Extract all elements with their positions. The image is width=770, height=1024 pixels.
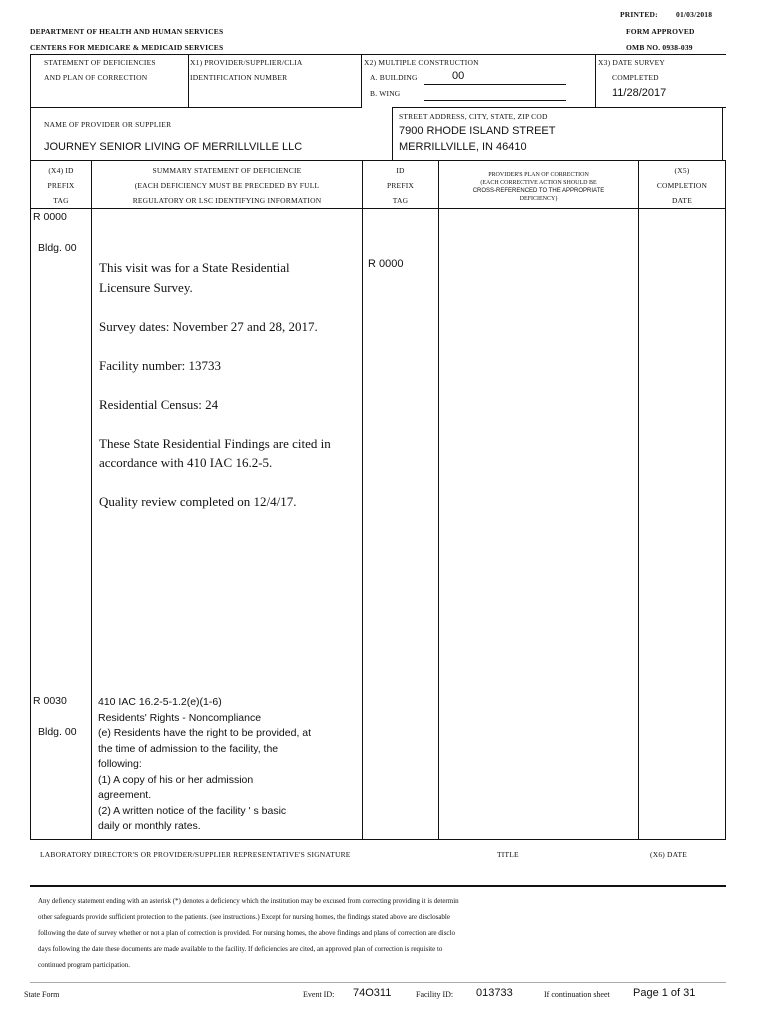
summary-line: the time of admission to the facility, the [98,742,279,755]
address-line-1: 7900 RHODE ISLAND STREET [399,125,556,137]
footnote-line: following the date of survey whether or not a plan of correction is provided. For nursing homes, the above findings and plans of correction are disclo [38,929,455,937]
building-tag-2: Bldg. 00 [38,726,77,738]
page-number: Page 1 of 31 [633,987,696,999]
provider-name-label: NAME OF PROVIDER OR SUPPLIER [44,120,172,129]
summary-line [99,473,359,493]
wing-label: B. WING [370,89,401,98]
summary-subheader-2: REGULATORY OR LSC IDENTIFYING INFORMATION [132,196,322,205]
printed-label: PRINTED: [620,10,658,19]
facility-id-value: 013733 [476,987,513,999]
identification-label: IDENTIFICATION NUMBER [190,73,288,82]
x3-label: X3) DATE SURVEY [598,58,665,67]
signature-label: LABORATORY DIRECTOR'S OR PROVIDER/SUPPLIER REPRESENTATIVE'S SIGNATURE [40,850,351,859]
address-line-2: MERRILLVILLE, IN 46410 [399,141,527,153]
x5-label: (X5) [674,166,690,175]
id-label: ID [396,166,405,175]
signature-date-label: (X6) DATE [650,850,688,859]
summary-line: (1) A copy of his or her admission [98,773,254,786]
x4-tag-label: TAG [53,196,69,205]
form-approved: FORM APPROVED [626,27,695,36]
continuation-label: If continuation sheet [544,990,610,999]
summary-line: daily or monthly rates. [98,820,201,832]
omb-number: OMB NO. 0938-039 [626,43,693,52]
title-label: TITLE [497,850,519,859]
tag-r0030: R 0030 [33,695,67,707]
printed-date: 01/03/2018 [676,10,713,19]
building-tag-1: Bldg. 00 [38,242,77,254]
department-heading: DEPARTMENT OF HEALTH AND HUMAN SERVICES [30,27,224,36]
summary-line: Residents' Rights - Noncompliance [98,711,262,724]
summary-line [99,375,359,395]
plan-header-2: (EACH CORRECTIVE ACTION SHOULD BE [480,180,597,186]
summary-line: Residential Census: 24 [99,396,219,412]
x2-label: X2) MULTIPLE CONSTRUCTION [364,58,479,67]
x4-label: (X4) ID [48,166,74,175]
completed-label: COMPLETED [612,73,659,82]
plan-header-3: CROSS-REFERENCED TO THE APPROPRIATE [472,188,605,194]
summary-line: Quality review completed on 12/4/17. [99,494,297,509]
summary-line [99,414,359,434]
summary-line: These State Residential Findings are cited in [99,435,331,451]
x5-date-label: DATE [672,196,692,205]
tag-r0000: R 0000 [33,211,67,223]
plan-label: AND PLAN OF CORRECTION [44,73,148,82]
summary-line: (2) A written notice of the facility ' s basic [98,804,287,817]
summary-line: accordance with 410 IAC 16.2-5. [99,455,273,470]
summary-line: This visit was for a State Residential [99,260,290,275]
summary-line: Survey dates: November 27 and 28, 2017. [99,318,318,334]
id-tag-r0000: R 0000 [368,258,404,270]
summary-line [99,297,359,317]
building-label: A. BUILDING [370,73,418,82]
event-id-value: 74O311 [353,987,392,999]
statement-label: STATEMENT OF DEFICIENCIES [44,58,156,67]
cms-heading: CENTERS FOR MEDICARE & MEDICAID SERVICES [30,43,224,52]
summary-statement-1 [99,258,359,512]
summary-line: 410 IAC 16.2-5-1.2(e)(1-6) [98,696,222,708]
building-value: 00 [452,70,465,82]
id-tag-label: TAG [392,196,409,205]
address-label: STREET ADDRESS, CITY, STATE, ZIP COD [399,112,548,121]
footnote-line: Any defiency statement ending with an asterisk (*) denotes a deficiency which the institution may be excused from correcting providing it is determin [38,897,459,905]
x4-prefix-label: PREFIX [47,181,75,190]
footnote-line: other safeguards provide sufficient protection to the patients. (see instructions.) Except for nursing homes, the findings stated above are disclosable [38,913,450,921]
x5-completion-label: COMPLETION [656,181,708,190]
footnote-line: continued program participation. [38,961,130,969]
provider-name: JOURNEY SENIOR LIVING OF MERRILLVILLE LLC [44,141,303,153]
summary-line: (e) Residents have the right to be provided, at [98,727,312,739]
summary-line: agreement. [98,789,152,801]
summary-line [99,336,359,356]
summary-line: Facility number: 13733 [99,357,222,373]
summary-line: Licensure Survey. [99,279,193,295]
disclosure-footnote [38,893,728,973]
x1-label: X1) PROVIDER/SUPPLIER/CLIA [190,58,303,67]
state-form-label: State Form [24,990,60,999]
plan-header-4: DEFICIENCY) [519,196,558,202]
facility-id-label: Facility ID: [416,990,454,999]
summary-line: following: [98,758,142,770]
summary-subheader-1: (EACH DEFICIENCY MUST BE PRECEDED BY FULL [134,181,320,190]
survey-completed-date: 11/28/2017 [612,87,667,99]
event-id-label: Event ID: [303,990,335,999]
id-prefix-label: PREFIX [386,181,415,190]
plan-header-1: PROVIDER'S PLAN OF CORRECTION [488,172,589,178]
summary-statement-2 [98,695,358,835]
summary-header: SUMMARY STATEMENT OF DEFICIENCIE [152,166,302,175]
footnote-line: days following the date these documents are made available to the facility. If deficiencies are cited, an approved plan of correction is requisite to [38,945,443,953]
